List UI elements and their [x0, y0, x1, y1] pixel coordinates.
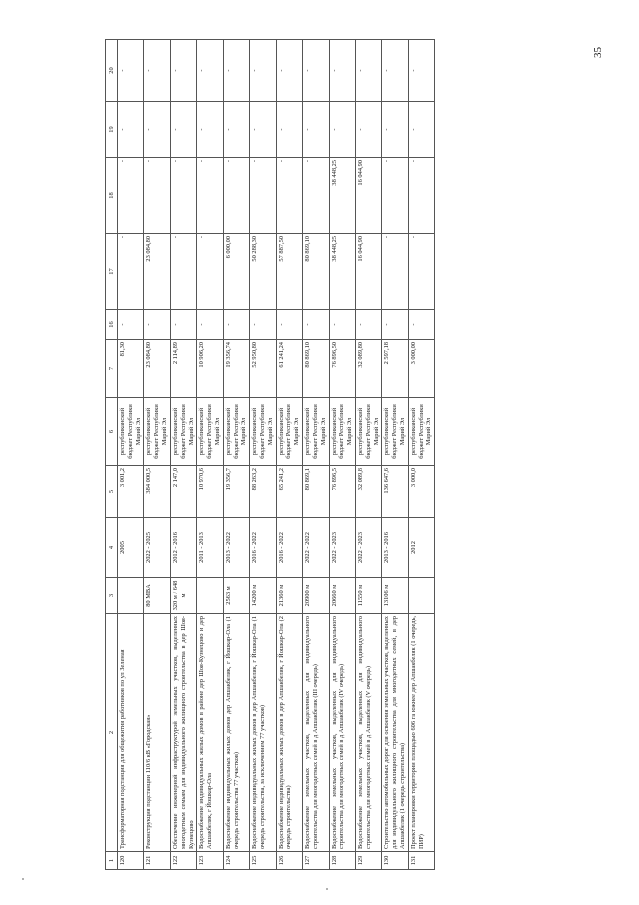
period: 2022 - 2022 — [303, 518, 329, 578]
financing-table — [105, 39, 435, 870]
capacity — [197, 578, 223, 614]
col-16-value: - — [144, 310, 170, 340]
period: 2022 - 2023 — [355, 518, 381, 578]
col-19-value: - — [250, 102, 276, 158]
capacity: 20660 м — [329, 578, 355, 614]
table-row — [223, 40, 249, 870]
object-name: Обеспечение инженерной инфраструктурой земельных участков, выделенных многодетным семьям для индивидуального жилищного строительства в дер Шоя-Кузнецово — [170, 614, 196, 852]
estimated-cost: 136 647,6 — [382, 466, 408, 518]
col-header-20: 20 — [106, 40, 118, 102]
scan-speck — [326, 888, 328, 890]
period: 2011 - 2013 — [197, 518, 223, 578]
object-name: Водоснабжение индивидуальных жилых домов в дер Апшакбеляк, г Йошкар-Ола (1 очередь строительства, за исключением 77 участков) — [250, 614, 276, 852]
estimated-cost: 10 970,6 — [197, 466, 223, 518]
col-18-value: - — [223, 158, 249, 234]
col-19-value: - — [355, 102, 381, 158]
row-number: 130 — [382, 852, 408, 870]
capacity: 2563 м — [223, 578, 249, 614]
col-18-value: 38 448,25 — [329, 158, 355, 234]
col-20-value: - — [303, 40, 329, 102]
capacity: 14200 м — [250, 578, 276, 614]
capacity: 320 м / 648 м — [170, 578, 196, 614]
table-body — [118, 40, 435, 870]
col-19-value: - — [118, 102, 144, 158]
object-name: Реконструкция подстанции 110/6 кВ «Городская» — [144, 614, 170, 852]
col-20-value: - — [197, 40, 223, 102]
period: 2016 - 2022 — [276, 518, 302, 578]
scan-speck — [22, 878, 24, 880]
total-amount: 10 906,20 — [197, 340, 223, 398]
capacity: 11550 м — [355, 578, 381, 614]
col-17-value: 57 887,50 — [276, 234, 302, 310]
col-header-16: 16 — [106, 310, 118, 340]
table-row — [329, 40, 355, 870]
col-17-value: - — [408, 234, 434, 310]
col-16-value: - — [223, 310, 249, 340]
funding-source: республиканский бюджет Республики Марий Эл — [118, 398, 144, 466]
estimated-cost: 3 000,0 — [408, 466, 434, 518]
col-header-7: 7 — [106, 340, 118, 398]
table-row — [144, 40, 170, 870]
capacity: 13106 м — [382, 578, 408, 614]
col-18-value: 16 044,90 — [355, 158, 381, 234]
col-18-value: - — [382, 158, 408, 234]
col-16-value: - — [329, 310, 355, 340]
col-17-value: - — [118, 234, 144, 310]
table-row — [303, 40, 329, 870]
page-number: 35 — [592, 47, 604, 58]
col-header-17: 17 — [106, 234, 118, 310]
period: 2022 - 2025 — [144, 518, 170, 578]
total-amount: 23 084,80 — [144, 340, 170, 398]
col-20-value: - — [170, 40, 196, 102]
funding-source: республиканский бюджет Республики Марий Эл — [144, 398, 170, 466]
table-row — [382, 40, 408, 870]
col-17-value: 38 448,25 — [329, 234, 355, 310]
col-17-value: - — [382, 234, 408, 310]
col-20-value: - — [329, 40, 355, 102]
table-row — [276, 40, 302, 870]
col-header-2: 2 — [106, 614, 118, 852]
col-19-value: - — [223, 102, 249, 158]
col-18-value: - — [197, 158, 223, 234]
col-17-value: 80 869,10 — [303, 234, 329, 310]
table-row — [250, 40, 276, 870]
period: 2013 - 2016 — [382, 518, 408, 578]
period: 2016 - 2022 — [250, 518, 276, 578]
col-19-value: - — [197, 102, 223, 158]
col-20-value: - — [118, 40, 144, 102]
object-name: Водоснабжение земельных участков, выделенных для индивидуального строительства для многодетных семей в д Апшакбеляк (III очередь) — [303, 614, 329, 852]
col-header-19: 19 — [106, 102, 118, 158]
estimated-cost: 80 869,1 — [303, 466, 329, 518]
capacity — [408, 578, 434, 614]
period: 2013 - 2022 — [223, 518, 249, 578]
estimated-cost: 88 263,2 — [250, 466, 276, 518]
funding-source: республиканский бюджет Республики Марий Эл — [223, 398, 249, 466]
col-16-value: - — [170, 310, 196, 340]
period: 2022 - 2023 — [329, 518, 355, 578]
object-name: Трансформаторная подстанция для общежития работников по ул Зеленая — [118, 614, 144, 852]
funding-source: республиканский бюджет Республики Марий Эл — [170, 398, 196, 466]
col-19-value: - — [276, 102, 302, 158]
col-16-value: - — [118, 310, 144, 340]
table-row — [197, 40, 223, 870]
total-amount: 80 869,10 — [303, 340, 329, 398]
col-header-3: 3 — [106, 578, 118, 614]
col-header-18: 18 — [106, 158, 118, 234]
row-number: 128 — [329, 852, 355, 870]
object-name: Проект планировки территории площадью 606 га южнее дер Апшакбеляк (1 очередь, ПИР) — [408, 614, 434, 852]
rotated-table-wrapper — [105, 40, 610, 870]
object-name: Строительство автомобильных дорог для освоения земельных участков, выделенных для индивидуального жилищного строительства для многодетных семей, в дер Апшакбеляк (1 очередь строительства) — [382, 614, 408, 852]
estimated-cost: 65 241,2 — [276, 466, 302, 518]
col-16-value: - — [303, 310, 329, 340]
column-number-row — [106, 40, 118, 870]
col-20-value: - — [250, 40, 276, 102]
funding-source: республиканский бюджет Республики Марий Эл — [197, 398, 223, 466]
col-20-value: - — [276, 40, 302, 102]
row-number: 122 — [170, 852, 196, 870]
object-name: Водоснабжение индивидуальных жилых домов дер Апшакбеляк, г Йошкар-Ола (1 очередь строительства 77 участков) — [223, 614, 249, 852]
col-19-value: - — [144, 102, 170, 158]
total-amount: 81,30 — [118, 340, 144, 398]
col-header-6: 6 — [106, 398, 118, 466]
col-17-value: 6 000,00 — [223, 234, 249, 310]
funding-source: республиканский бюджет Республики Марий Эл — [382, 398, 408, 466]
col-17-value: - — [170, 234, 196, 310]
funding-source: республиканский бюджет Республики Марий Эл — [250, 398, 276, 466]
col-16-value: - — [408, 310, 434, 340]
period: 2012 — [408, 518, 434, 578]
total-amount: 2 597,18 — [382, 340, 408, 398]
col-20-value: - — [382, 40, 408, 102]
col-16-value: - — [355, 310, 381, 340]
col-20-value: - — [408, 40, 434, 102]
total-amount: 2 114,89 — [170, 340, 196, 398]
row-number: 126 — [276, 852, 302, 870]
col-18-value: - — [170, 158, 196, 234]
col-18-value: - — [276, 158, 302, 234]
row-number: 120 — [118, 852, 144, 870]
col-header-5: 5 — [106, 466, 118, 518]
funding-source: республиканский бюджет Республики Марий Эл — [303, 398, 329, 466]
col-16-value: - — [197, 310, 223, 340]
col-19-value: - — [303, 102, 329, 158]
capacity: 21360 м — [276, 578, 302, 614]
table-row — [170, 40, 196, 870]
object-name: Водоснабжение индивидуальных жилых домов в районе дер Шоя-Кузнецово и дер Апшакбеляк, г Йошкар-Ола — [197, 614, 223, 852]
col-19-value: - — [382, 102, 408, 158]
estimated-cost: 19 356,7 — [223, 466, 249, 518]
estimated-cost: 76 896,5 — [329, 466, 355, 518]
capacity — [118, 578, 144, 614]
row-number: 129 — [355, 852, 381, 870]
estimated-cost: 384 000,5 — [144, 466, 170, 518]
col-17-value: 50 288,30 — [250, 234, 276, 310]
col-17-value: - — [197, 234, 223, 310]
col-header-1: 1 — [106, 852, 118, 870]
total-amount: 52 950,80 — [250, 340, 276, 398]
funding-source: республиканский бюджет Республики Марий Эл — [329, 398, 355, 466]
funding-source: республиканский бюджет Республики Марий Эл — [355, 398, 381, 466]
table-row — [408, 40, 434, 870]
total-amount: 32 089,80 — [355, 340, 381, 398]
capacity: 20900 м — [303, 578, 329, 614]
row-number: 121 — [144, 852, 170, 870]
col-19-value: - — [170, 102, 196, 158]
total-amount: 61 241,24 — [276, 340, 302, 398]
estimated-cost: 2 147,0 — [170, 466, 196, 518]
total-amount: 3 000,00 — [408, 340, 434, 398]
row-number: 124 — [223, 852, 249, 870]
object-name: Водоснабжение земельных участков, выделенных для индивидуального строительства для многодетных семей в д Апшакбеляк (V очередь) — [355, 614, 381, 852]
object-name: Водоснабжение индивидуальных жилых домов в дер Апшакбеляк, г Йошкар-Ола (2 очередь строительства) — [276, 614, 302, 852]
table-row — [355, 40, 381, 870]
estimated-cost: 3 001,2 — [118, 466, 144, 518]
row-number: 123 — [197, 852, 223, 870]
estimated-cost: 32 089,8 — [355, 466, 381, 518]
col-20-value: - — [144, 40, 170, 102]
table-row — [118, 40, 144, 870]
col-16-value: - — [276, 310, 302, 340]
col-18-value: - — [408, 158, 434, 234]
col-16-value: - — [382, 310, 408, 340]
capacity: 80 MBA — [144, 578, 170, 614]
col-18-value: - — [118, 158, 144, 234]
funding-source: республиканский бюджет Республики Марий Эл — [408, 398, 434, 466]
period: 2005 — [118, 518, 144, 578]
funding-source: республиканский бюджет Республики Марий Эл — [276, 398, 302, 466]
row-number: 131 — [408, 852, 434, 870]
col-header-4: 4 — [106, 518, 118, 578]
row-number: 127 — [303, 852, 329, 870]
period: 2012 - 2016 — [170, 518, 196, 578]
col-18-value: - — [303, 158, 329, 234]
col-17-value: 16 044,90 — [355, 234, 381, 310]
col-16-value: - — [250, 310, 276, 340]
col-17-value: 23 084,80 — [144, 234, 170, 310]
col-20-value: - — [223, 40, 249, 102]
total-amount: 76 896,50 — [329, 340, 355, 398]
col-20-value: - — [355, 40, 381, 102]
row-number: 125 — [250, 852, 276, 870]
total-amount: 19 356,74 — [223, 340, 249, 398]
col-18-value: - — [144, 158, 170, 234]
col-18-value: - — [250, 158, 276, 234]
col-19-value: - — [329, 102, 355, 158]
col-19-value: - — [408, 102, 434, 158]
object-name: Водоснабжение земельных участков, выделенных для индивидуального строительства для многодетных семей в д Апшакбеляк (IV очередь) — [329, 614, 355, 852]
